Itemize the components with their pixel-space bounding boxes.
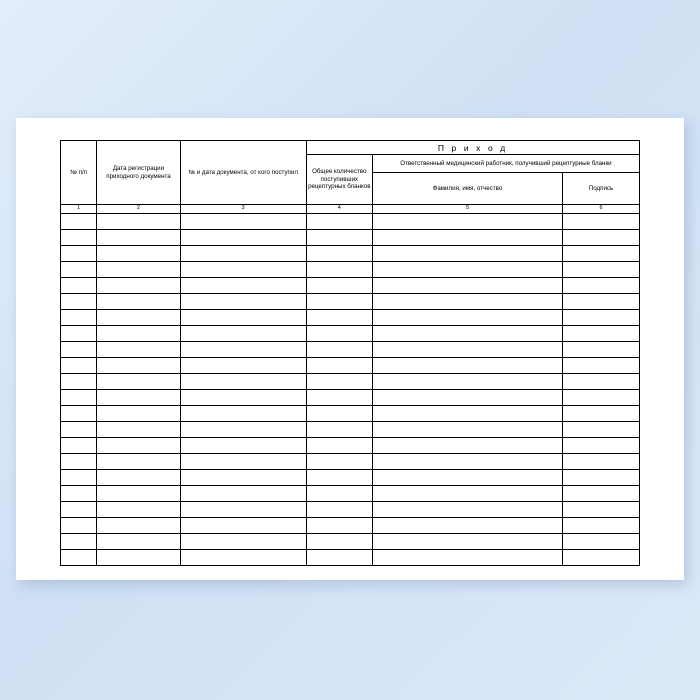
cell-reg-date[interactable] <box>97 326 180 342</box>
cell-reg-date[interactable] <box>97 214 180 230</box>
cell-doc-no-date[interactable] <box>180 246 306 262</box>
cell-num[interactable] <box>61 470 97 486</box>
table-row <box>61 246 640 262</box>
cell-reg-date[interactable] <box>97 438 180 454</box>
table-row <box>61 550 640 566</box>
cell-signature[interactable] <box>563 518 640 534</box>
cell-reg-date[interactable] <box>97 534 180 550</box>
col-number-1: 1 <box>61 205 97 214</box>
cell-total-count[interactable] <box>306 406 372 422</box>
cell-reg-date[interactable] <box>97 518 180 534</box>
cell-fio[interactable] <box>372 518 562 534</box>
col-number-6: 6 <box>563 205 640 214</box>
cell-fio[interactable] <box>372 326 562 342</box>
table-row <box>61 518 640 534</box>
cell-num[interactable] <box>61 358 97 374</box>
cell-fio[interactable] <box>372 438 562 454</box>
cell-reg-date[interactable] <box>97 550 180 566</box>
cell-fio[interactable] <box>372 374 562 390</box>
cell-num[interactable] <box>61 262 97 278</box>
cell-doc-no-date[interactable] <box>180 422 306 438</box>
cell-num[interactable] <box>61 246 97 262</box>
cell-doc-no-date[interactable] <box>180 470 306 486</box>
cell-num[interactable] <box>61 342 97 358</box>
cell-total-count[interactable] <box>306 390 372 406</box>
cell-num[interactable] <box>61 550 97 566</box>
cell-reg-date[interactable] <box>97 470 180 486</box>
cell-doc-no-date[interactable] <box>180 390 306 406</box>
cell-fio[interactable] <box>372 486 562 502</box>
table-row <box>61 454 640 470</box>
col-number-2: 2 <box>97 205 180 214</box>
cell-signature[interactable] <box>563 502 640 518</box>
cell-total-count[interactable] <box>306 310 372 326</box>
table-row <box>61 262 640 278</box>
cell-doc-no-date[interactable] <box>180 534 306 550</box>
cell-doc-no-date[interactable] <box>180 438 306 454</box>
cell-total-count[interactable] <box>306 438 372 454</box>
header-cell-fio: Фамилия, имя, отчество <box>372 173 562 205</box>
journal-sheet <box>60 140 640 558</box>
cell-num[interactable] <box>61 310 97 326</box>
cell-reg-date[interactable] <box>97 454 180 470</box>
cell-fio[interactable] <box>372 230 562 246</box>
cell-num[interactable] <box>61 390 97 406</box>
cell-doc-no-date[interactable] <box>180 518 306 534</box>
table-row <box>61 358 640 374</box>
journal-title: П р и х о д <box>306 141 639 155</box>
cell-doc-no-date[interactable] <box>180 374 306 390</box>
cell-signature[interactable] <box>563 326 640 342</box>
document-paper <box>16 118 684 580</box>
cell-num[interactable] <box>61 438 97 454</box>
cell-fio[interactable] <box>372 278 562 294</box>
cell-fio[interactable] <box>372 294 562 310</box>
cell-doc-no-date[interactable] <box>180 486 306 502</box>
table-row <box>61 342 640 358</box>
table-row <box>61 534 640 550</box>
cell-reg-date[interactable] <box>97 342 180 358</box>
cell-num[interactable] <box>61 326 97 342</box>
cell-doc-no-date[interactable] <box>180 342 306 358</box>
table-row <box>61 230 640 246</box>
table-row <box>61 294 640 310</box>
cell-fio[interactable] <box>372 310 562 326</box>
cell-num[interactable] <box>61 294 97 310</box>
prihod-journal-table <box>60 140 640 566</box>
cell-reg-date[interactable] <box>97 486 180 502</box>
cell-total-count[interactable] <box>306 214 372 230</box>
cell-signature[interactable] <box>563 534 640 550</box>
table-row <box>61 390 640 406</box>
cell-doc-no-date[interactable] <box>180 326 306 342</box>
cell-num[interactable] <box>61 406 97 422</box>
cell-fio[interactable] <box>372 246 562 262</box>
cell-num[interactable] <box>61 422 97 438</box>
cell-reg-date[interactable] <box>97 358 180 374</box>
cell-total-count[interactable] <box>306 502 372 518</box>
cell-doc-no-date[interactable] <box>180 454 306 470</box>
cell-total-count[interactable] <box>306 230 372 246</box>
cell-total-count[interactable] <box>306 294 372 310</box>
cell-num[interactable] <box>61 486 97 502</box>
cell-total-count[interactable] <box>306 422 372 438</box>
cell-doc-no-date[interactable] <box>180 550 306 566</box>
cell-fio[interactable] <box>372 502 562 518</box>
cell-signature[interactable] <box>563 262 640 278</box>
cell-total-count[interactable] <box>306 342 372 358</box>
cell-signature[interactable] <box>563 278 640 294</box>
cell-reg-date[interactable] <box>97 262 180 278</box>
cell-signature[interactable] <box>563 246 640 262</box>
cell-signature[interactable] <box>563 294 640 310</box>
cell-num[interactable] <box>61 518 97 534</box>
cell-total-count[interactable] <box>306 486 372 502</box>
cell-fio[interactable] <box>372 422 562 438</box>
cell-fio[interactable] <box>372 406 562 422</box>
cell-signature[interactable] <box>563 358 640 374</box>
cell-signature[interactable] <box>563 390 640 406</box>
cell-doc-no-date[interactable] <box>180 230 306 246</box>
header-group-responsible-worker: Ответственный медицинский работник, получивший рецептурные бланки <box>372 155 639 173</box>
table-row <box>61 438 640 454</box>
cell-num[interactable] <box>61 278 97 294</box>
cell-reg-date[interactable] <box>97 502 180 518</box>
table-row <box>61 310 640 326</box>
cell-fio[interactable] <box>372 390 562 406</box>
cell-doc-no-date[interactable] <box>180 294 306 310</box>
cell-doc-no-date[interactable] <box>180 406 306 422</box>
cell-num[interactable] <box>61 502 97 518</box>
cell-signature[interactable] <box>563 406 640 422</box>
cell-fio[interactable] <box>372 342 562 358</box>
cell-doc-no-date[interactable] <box>180 262 306 278</box>
col-number-4: 4 <box>306 205 372 214</box>
cell-num[interactable] <box>61 454 97 470</box>
cell-reg-date[interactable] <box>97 246 180 262</box>
cell-signature[interactable] <box>563 230 640 246</box>
cell-reg-date[interactable] <box>97 294 180 310</box>
cell-num[interactable] <box>61 230 97 246</box>
cell-signature[interactable] <box>563 342 640 358</box>
cell-total-count[interactable] <box>306 534 372 550</box>
cell-reg-date[interactable] <box>97 406 180 422</box>
cell-fio[interactable] <box>372 454 562 470</box>
cell-doc-no-date[interactable] <box>180 278 306 294</box>
cell-signature[interactable] <box>563 374 640 390</box>
cell-num[interactable] <box>61 374 97 390</box>
table-row <box>61 406 640 422</box>
cell-total-count[interactable] <box>306 262 372 278</box>
cell-reg-date[interactable] <box>97 390 180 406</box>
cell-signature[interactable] <box>563 214 640 230</box>
table-row <box>61 470 640 486</box>
cell-fio[interactable] <box>372 534 562 550</box>
table-row <box>61 502 640 518</box>
cell-total-count[interactable] <box>306 454 372 470</box>
cell-signature[interactable] <box>563 438 640 454</box>
cell-num[interactable] <box>61 534 97 550</box>
cell-total-count[interactable] <box>306 518 372 534</box>
cell-fio[interactable] <box>372 470 562 486</box>
cell-reg-date[interactable] <box>97 278 180 294</box>
cell-signature[interactable] <box>563 486 640 502</box>
cell-num[interactable] <box>61 214 97 230</box>
cell-total-count[interactable] <box>306 246 372 262</box>
cell-fio[interactable] <box>372 358 562 374</box>
cell-total-count[interactable] <box>306 358 372 374</box>
table-row <box>61 326 640 342</box>
cell-reg-date[interactable] <box>97 310 180 326</box>
table-row <box>61 278 640 294</box>
cell-total-count[interactable] <box>306 470 372 486</box>
cell-signature[interactable] <box>563 422 640 438</box>
cell-reg-date[interactable] <box>97 230 180 246</box>
header-cell-num: № п/п <box>61 141 97 205</box>
header-cell-signature: Подпись <box>563 173 640 205</box>
cell-fio[interactable] <box>372 550 562 566</box>
cell-doc-no-date[interactable] <box>180 502 306 518</box>
cell-total-count[interactable] <box>306 278 372 294</box>
table-row <box>61 486 640 502</box>
table-row <box>61 374 640 390</box>
cell-signature[interactable] <box>563 310 640 326</box>
header-cell-doc-no-date: № и дата документа, от кого поступил <box>180 141 306 205</box>
cell-signature[interactable] <box>563 454 640 470</box>
cell-signature[interactable] <box>563 470 640 486</box>
column-number-row <box>61 205 640 214</box>
cell-fio[interactable] <box>372 262 562 278</box>
table-row <box>61 214 640 230</box>
table-title-row <box>61 141 640 155</box>
cell-total-count[interactable] <box>306 374 372 390</box>
cell-doc-no-date[interactable] <box>180 358 306 374</box>
cell-reg-date[interactable] <box>97 374 180 390</box>
table-row <box>61 422 640 438</box>
cell-doc-no-date[interactable] <box>180 214 306 230</box>
cell-signature[interactable] <box>563 550 640 566</box>
cell-doc-no-date[interactable] <box>180 310 306 326</box>
col-number-5: 5 <box>372 205 562 214</box>
cell-total-count[interactable] <box>306 326 372 342</box>
cell-fio[interactable] <box>372 214 562 230</box>
header-cell-reg-date: Дата регистрации приходного документа <box>97 141 180 205</box>
col-number-3: 3 <box>180 205 306 214</box>
cell-reg-date[interactable] <box>97 422 180 438</box>
cell-total-count[interactable] <box>306 550 372 566</box>
header-cell-total-count: Общее количество поступивших рецептурных бланков <box>306 155 372 205</box>
